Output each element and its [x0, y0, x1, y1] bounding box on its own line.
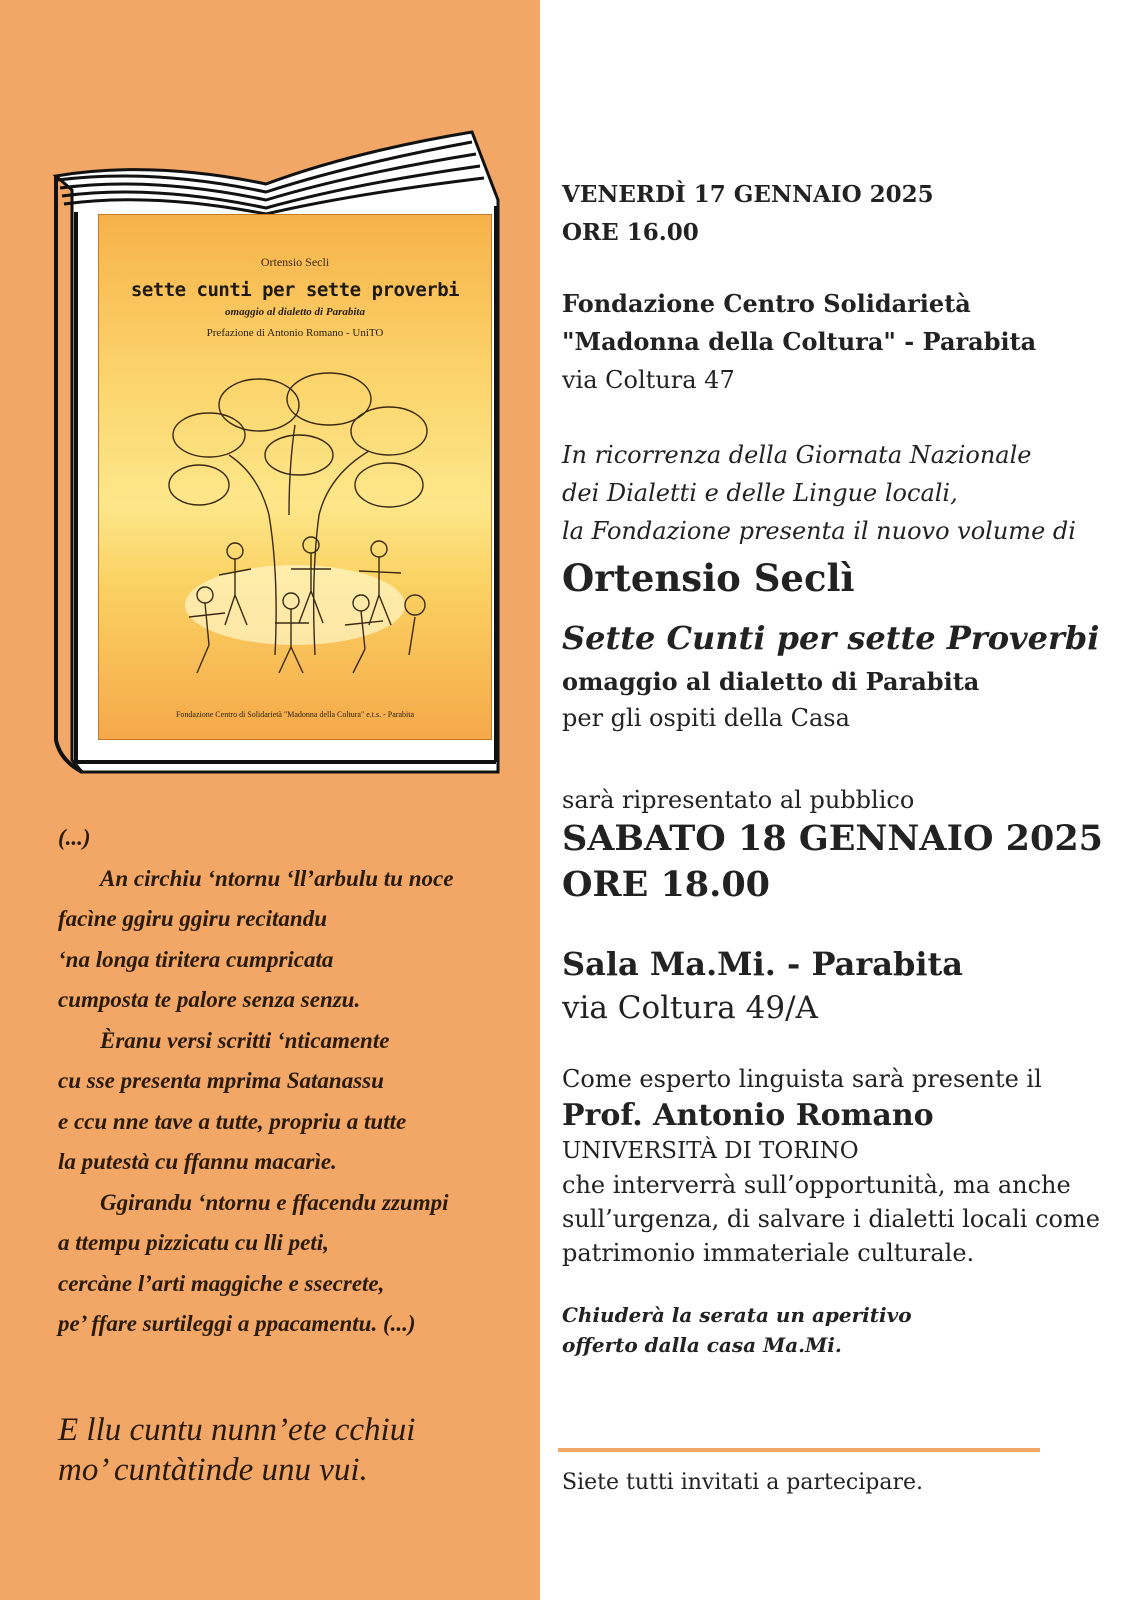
- first-event-date: VENERDÌ 17 GENNAIO 2025: [562, 181, 934, 208]
- expert-intro: Come esperto linguista sarà presente il: [562, 1065, 1042, 1093]
- description-line: sull’urgenza, di salvare i dialetti locali come: [562, 1205, 1100, 1233]
- aperitivo-line: offerto dalla casa Ma.Mi.: [562, 1333, 842, 1357]
- divider: [558, 1448, 1040, 1452]
- intro-line: In ricorrenza della Giornata Nazionale: [562, 441, 1032, 469]
- first-event-datetime: [562, 176, 934, 252]
- cover-subtitle: omaggio al dialetto di Parabita: [225, 306, 365, 318]
- book-illustration: [52, 130, 500, 782]
- left-panel: [0, 0, 540, 1600]
- tree-dancers-drawing: [139, 355, 451, 685]
- cover-preface: Prefazione di Antonio Romano - UniTO: [206, 327, 384, 339]
- poem-line: cu sse presenta mprima Satanassu: [58, 1068, 384, 1093]
- dialect-poem: [58, 818, 528, 1345]
- venue-address: via Coltura 47: [562, 366, 735, 394]
- intro-line: dei Dialetti e delle Lingue locali,: [562, 479, 958, 507]
- expert-university: UNIVERSITÀ DI TORINO: [562, 1138, 859, 1164]
- audience-note: per gli ospiti della Casa: [562, 704, 850, 732]
- event-intro: [562, 436, 1076, 550]
- venue-name-line1: Fondazione Centro Solidarietà: [562, 289, 971, 318]
- poem-line: la putestà cu ffannu macarìe.: [58, 1149, 337, 1174]
- poem-line: cumposta te palore senza senzu.: [58, 987, 361, 1012]
- cover-footer: Fondazione Centro di Solidarietà "Madonna della Coltura" e.t.s. - Parabita: [175, 710, 415, 719]
- book-cover: [98, 214, 492, 740]
- reprise-note: sarà ripresentato al pubblico: [562, 786, 915, 814]
- expert-name: Prof. Antonio Romano: [562, 1098, 934, 1133]
- poem-line: (...): [58, 825, 91, 850]
- cover-title: sette cunti per sette proverbi: [130, 279, 460, 301]
- description-line: che interverrà sull’opportunità, ma anche: [562, 1171, 1071, 1199]
- second-event-date: SABATO 18 GENNAIO 2025: [562, 818, 1104, 859]
- poem-line: Ggirandu ‘ntornu e ffacendu zzumpi: [100, 1189, 449, 1215]
- first-event-time: ORE 16.00: [562, 219, 699, 246]
- second-event-time: ORE 18.00: [562, 864, 771, 905]
- right-panel: [540, 0, 1131, 1600]
- book-subtitle: omaggio al dialetto di Parabita: [562, 667, 980, 696]
- poem-line: ‘na longa tiritera cumpricata: [58, 946, 334, 972]
- poem-line: Èranu versi scritti ‘nticamente: [100, 1027, 390, 1053]
- second-event-venue: Sala Ma.Mi. - Parabita: [562, 945, 964, 983]
- poem-line: e ccu nne tave a tutte, propriu a tutte: [58, 1108, 407, 1134]
- cover-author: Ortensio Secli: [260, 255, 330, 269]
- poem-line: cercàne l’arti maggiche e ssecrete,: [58, 1270, 385, 1296]
- intro-line: la Fondazione presenta il nuovo volume di: [562, 517, 1076, 545]
- invitation-text: Siete tutti invitati a partecipare.: [562, 1470, 923, 1495]
- poem-line: facìne ggiru ggiru recitandu: [58, 906, 328, 931]
- second-event-datetime: [562, 816, 1103, 908]
- aperitivo-note: [562, 1300, 912, 1360]
- poem-line: a ttempu pizzicatu cu lli peti,: [58, 1230, 329, 1255]
- aperitivo-line: Chiuderà la serata un aperitivo: [562, 1303, 912, 1327]
- description-line: patrimonio immateriale culturale.: [562, 1239, 975, 1267]
- closing-line: mo’ cuntàtinde unu vui.: [58, 1452, 368, 1488]
- book-title: Sette Cunti per sette Proverbi: [562, 619, 1100, 657]
- venue-name-line2: "Madonna della Coltura" - Parabita: [562, 327, 1037, 356]
- poem-line: An circhiu ‘ntornu ‘ll’arbulu tu noce: [100, 865, 454, 891]
- book-author: Ortensio Seclì: [562, 556, 855, 600]
- poem-line: pe’ ffare surtileggi a ppacamentu. (...): [58, 1311, 416, 1336]
- expert-description: [562, 1168, 1100, 1270]
- closing-verse: [58, 1410, 528, 1490]
- closing-line: E llu cuntu nunn’ete cchiui: [58, 1412, 416, 1448]
- second-venue-address: via Coltura 49/A: [562, 990, 818, 1026]
- first-event-venue: [562, 285, 1036, 399]
